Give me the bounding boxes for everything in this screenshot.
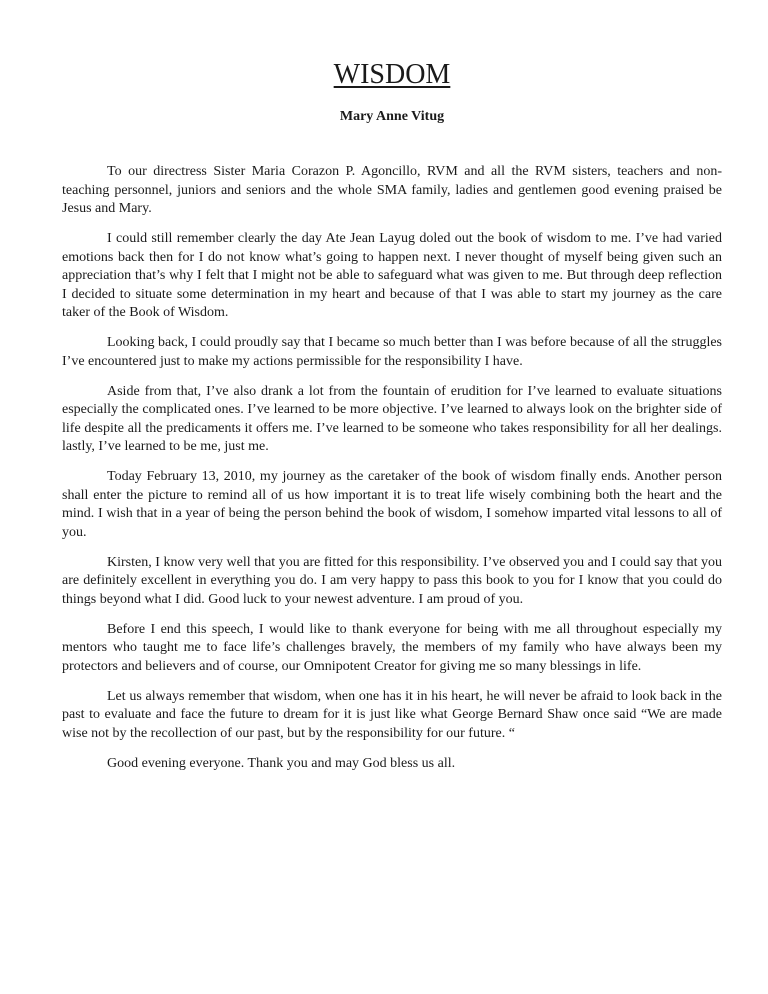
document-title: WISDOM bbox=[333, 59, 451, 90]
paragraph-kirsten: Kirsten, I know very well that you are fitted for this responsibility. I’ve observed you and I could say that you are definitely excellent in everything you do. I am very happy to pass this book to you for I know that you could do things beyond what I did. Good luck to your newest adventure. I am proud of you. bbox=[62, 554, 722, 607]
paragraph-thanks: Before I end this speech, I would like to thank everyone for being with me all throughout especially my mentors who taught me to face life’s challenges bravely, the members of my family who have always been my protectors and believers and of course, our Omnipotent Creator for giving me so many blessings in life. bbox=[62, 621, 722, 674]
paragraph-remember-wisdom: Let us always remember that wisdom, when one has it in his heart, he will never be afraid to look back in the past to evaluate and face the future to dream for it is just like what George Bernard Shaw once said “We are made wise not by the recollection of our past, but by the responsibility for our future. “ bbox=[62, 688, 722, 741]
document-page bbox=[62, 58, 722, 785]
paragraph-today: Today February 13, 2010, my journey as the caretaker of the book of wisdom finally ends. Another person shall enter the picture to remind all of us how important it is to treat life wisely combining both the heart and the mind. I wish that in a year of being the person behind the book of wisdom, I somehow imparted vital lessons to all of you. bbox=[62, 469, 722, 540]
paragraph-remember: I could still remember clearly the day Ate Jean Layug doled out the book of wisdom to me. I’ve had varied emotions back then for I do not know what’s going to happen next. I never thought of myself being given such an appreciation that’s why I felt that I might not be able to safeguard what was given to me. But through deep reflection I decided to situate some determination in my heart and because of that I was able to start my journey as the care taker of the Book of Wisdom. bbox=[62, 231, 722, 320]
author-name: Mary Anne Vitug bbox=[339, 109, 445, 124]
paragraph-closing: Good evening everyone. Thank you and may God bless us all. bbox=[107, 755, 456, 771]
document-body bbox=[62, 163, 722, 773]
paragraph-greeting: To our directress Sister Maria Corazon P. Agoncillo, RVM and all the RVM sisters, teachers and non- teaching personnel, juniors and seniors and the whole SMA family, ladies and gentlemen good evening praised be Jesus and Mary. bbox=[62, 164, 722, 216]
paragraph-aside: Aside from that, I’ve also drank a lot from the fountain of erudition for I’ve learned to evaluate situations especially the complicated ones. I’ve learned to be more objective. I’ve learned to always look on the brighter side of life despite all the predicaments it offers me. I’ve learned to be someone who takes responsibility for all her dealings. lastly, I’ve learned to be me, just me. bbox=[62, 383, 722, 454]
paragraph-looking-back: Looking back, I could proudly say that I became so much better than I was before because of all the struggles I’ve encountered just to make my actions permissible for the responsibility I have. bbox=[62, 335, 722, 369]
